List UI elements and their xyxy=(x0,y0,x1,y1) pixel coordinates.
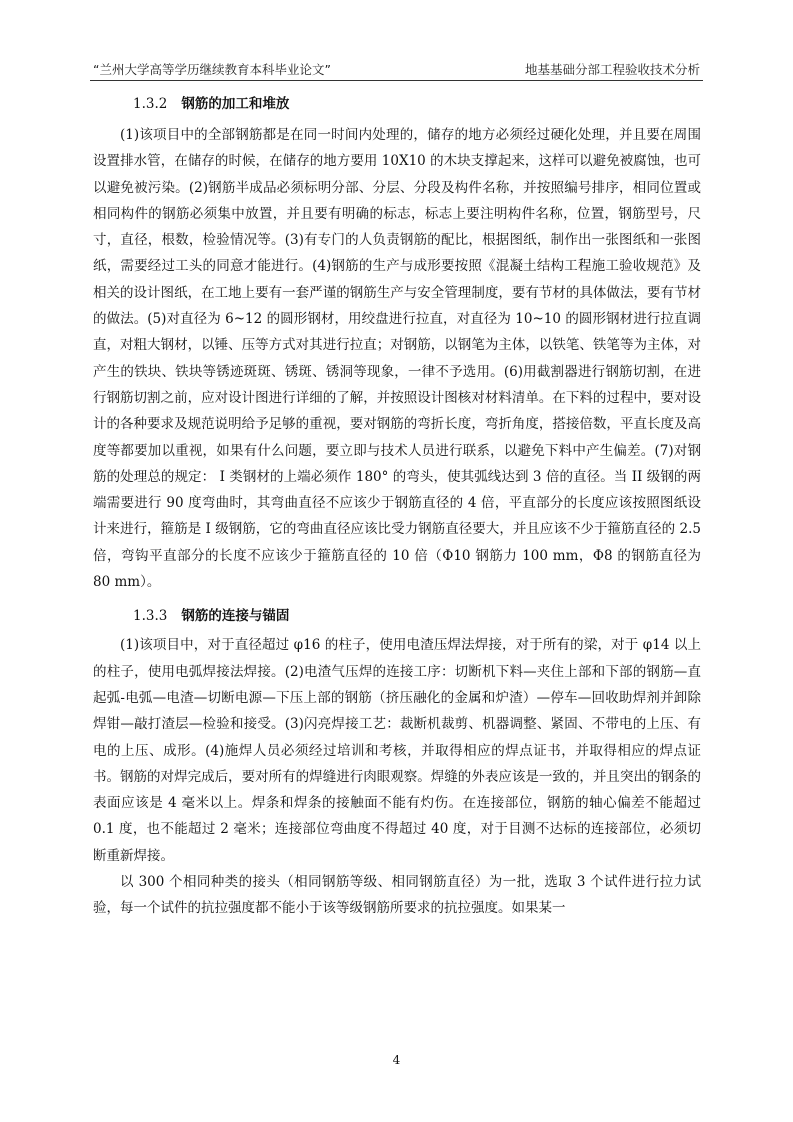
page-number: 4 xyxy=(392,1053,401,1067)
section-number: 1.3.3 xyxy=(133,608,168,625)
section-heading xyxy=(133,605,701,627)
running-header-left: “兰州大学高等学历继续教育本科毕业论文” xyxy=(93,62,331,77)
page-body xyxy=(93,93,701,922)
body-paragraph: (1)该项目中的全部钢筋都是在同一时间内处理的，储存的地方必须经过硬化处理，并且要在周围设置排水管，在储存的时候，在储存的地方要用 10X10 的木块支撑起来，这样可以避免被腐蚀，也可以避免被污染。(2)钢筋半成品必须标明分部、分层、分段及构件名称，并按照编号排序，相同位置或相同构件的钢筋必须集中放置，并且要有明确的标志，标志上要注明构件名称，位置，钢筋型号，尺寸，直径，根数，检验情况等。(3)有专门的人负责钢筋的配比，根据图纸，制作出一张图纸和一张图纸，需要经过工头的同意才能进行。(4)钢筋的生产与成形要按照《混凝土结构工程施工验收规范》及相关的设计图纸，在工地上要有一套严谨的钢筋生产与安全管理制度，要有节材的具体做法，要有节材的做法。(5)对直径为 6~12 的圆形钢材，用绞盘进行拉直，对直径为 10~10 的圆形钢材进行拉直调直，对粗大钢材，以锤、压等方式对其进行拉直；对钢筋，以钢笔为主体，以铁笔、铁笔等为主体，对产生的铁块、铁块等锈迹斑斑、锈斑、锈洞等现象，一律不予选用。(6)用截割器进行钢筋切割，在进行钢筋切割之前，应对设计图进行详细的了解，并按照设计图核对材料清单。在下料的过程中，要对设计的各种要求及规范说明给予足够的重视，要对钢筋的弯折长度，弯折角度，搭接倍数，平直长度及高度等都要加以重视，如果有什么问题，要立即与技术人员进行联系，以避免下料中产生偏差。(7)对钢筋的处理总的规定： I 类钢材的上端必须作 180° 的弯头，使其弧线达到 3 倍的直径。当 II 级钢的两端需要进行 90 度弯曲时，其弯曲直径不应该少于钢筋直径的 4 倍，平直部分的长度应该按照图纸设计来进行，箍筋是 I 级钢筋，它的弯曲直径应该比受力钢筋直径要大，并且应该不少于箍筋直径的 2.5 倍，弯钩平直部分的长度不应该少于箍筋直径的 10 倍（Φ10 钢筋力 100 mm，Φ8 的钢筋直径为 80 mm）。 xyxy=(93,127,701,591)
body-paragraph: 以 300 个相同种类的接头（相同钢筋等级、相同钢筋直径）为一批，选取 3 个试件进行拉力试验，每一个试件的抗拉强度都不能小于该等级钢筋所要求的抗拉强度。如果某一 xyxy=(93,874,701,917)
section-heading xyxy=(133,93,701,115)
body-paragraph: (1)该项目中，对于直径超过 φ16 的柱子，使用电渣压焊法焊接，对于所有的梁，对于 φ14 以上的柱子，使用电弧焊接法焊接。(2)电渣气压焊的连接工序：切断机下料—夹住上部和下部的钢筋—直起弧-电弧—电渣—切断电源—下压上部的钢筋（挤压融化的金属和炉渣）—停车—回收助焊剂并卸除焊钳—敲打渣层—检验和接受。(3)闪亮焊接工艺：裁断机裁剪、机器调整、紧固、不带电的上压、有电的上压、成形。(4)施焊人员必须经过培训和考核，并取得相应的焊点证书，并取得相应的焊点证书。钢筋的对焊完成后，要对所有的焊缝进行肉眼观察。焊缝的外表应该是一致的，并且突出的钢条的表面应该是 4 毫米以上。焊条和焊条的接触面不能有灼伤。在连接部位，钢筋的轴心偏差不能超过 0.1 度，也不能超过 2 毫米；连接部位弯曲度不得超过 40 度，对于目测不达标的连接部位，必须切断重新焊接。 xyxy=(93,637,701,864)
running-header-right: 地基基础分部工程验收技术分析 xyxy=(524,62,700,77)
section-number: 1.3.2 xyxy=(133,96,168,112)
section-title: 钢筋的连接与锚固 xyxy=(181,608,290,625)
section-title: 钢筋的加工和堆放 xyxy=(181,96,290,112)
header-rule xyxy=(90,80,703,81)
